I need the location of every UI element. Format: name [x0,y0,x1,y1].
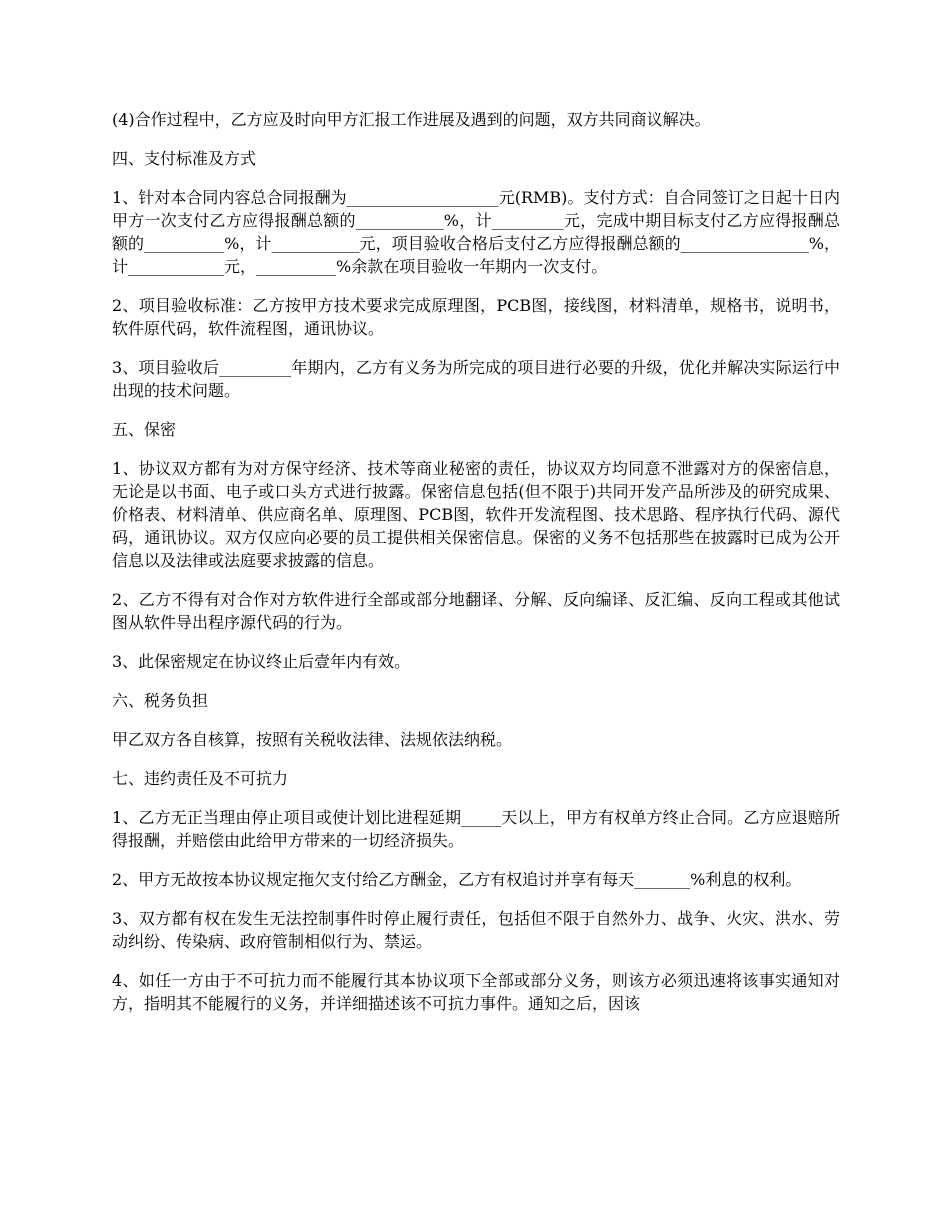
paragraph: 3、双方都有权在发生无法控制事件时停止履行责任，包括但不限于自然外力、战争、火灾、洪水、劳动纠纷、传染病、政府管制相似行为、禁运。 [112,909,840,951]
paragraph: 1、协议双方都有为对方保守经济、技术等商业秘密的责任，协议双方均同意不泄露对方的保密信息，无论是以书面、电子或口头方式进行披露。保密信息包括(但不限于)共同开发产品所涉及的研究成果、价格表、材料清单、供应商名单、原理图、PCB图，软件开发流程图、技术思路、程序执行代码、源代码，通讯协议。双方仅应向必要的员工提供相关保密信息。保密的义务不包括那些在披露时已成为公开信息以及法律或法庭要求披露的信息。 [112,459,840,570]
section-heading: 六、税务负担 [112,691,209,710]
paragraph: 2、甲方无故按本协议规定拖欠支付给乙方酬金，乙方有权追讨并享有每天_______%利息的权利。 [112,870,802,889]
paragraph: 甲乙双方各自核算，按照有关税收法律、法规依法纳税。 [112,730,513,749]
paragraph: (4)合作过程中，乙方应及时向甲方汇报工作进展及遇到的问题，双方共同商议解决。 [112,110,711,129]
paragraph: 2、乙方不得有对合作对方软件进行全部或部分地翻译、分解、反向编译、反汇编、反向工程或其他试图从软件导出程序源代码的行为。 [112,590,840,632]
paragraph: 4、如任一方由于不可抗力而不能履行其本协议项下全部或部分义务，则该方必须迅速将该事实通知对方，指明其不能履行的义务，并详细描述该不可抗力事件。通知之后，因该 [112,971,840,1013]
document-page [112,108,840,1031]
paragraph: 2、项目验收标准：乙方按甲方技术要求完成原理图，PCB图，接线图，材料清单，规格书，说明书，软件原代码，软件流程图，通讯协议。 [112,296,840,338]
paragraph: 3、项目验收后_________年期内，乙方有义务为所完成的项目进行必要的升级，优化并解决实际运行中出现的技术问题。 [112,358,840,400]
section-heading: 七、违约责任及不可抗力 [112,769,289,788]
paragraph: 1、乙方无正当理由停止项目或使计划比进程延期_____天以上，甲方有权单方终止合同。乙方应退赔所得报酬，并赔偿由此给甲方带来的一切经济损失。 [112,808,840,850]
paragraph: 1、针对本合同内容总合同报酬为___________________元(RMB)。支付方式：自合同签订之日起十日内甲方一次支付乙方应得报酬总额的___________%，计_________元，完成中期目标支付乙方应得报酬总额的__________%，计___________元，项目验收合格后支付乙方应得报酬总额的________________%，计____________元，__________%余款在项目验收一年期内一次支付。 [112,188,840,276]
section-heading: 四、支付标准及方式 [112,149,257,168]
paragraph: 3、此保密规定在协议终止后壹年内有效。 [112,652,411,671]
section-heading: 五、保密 [112,420,177,439]
